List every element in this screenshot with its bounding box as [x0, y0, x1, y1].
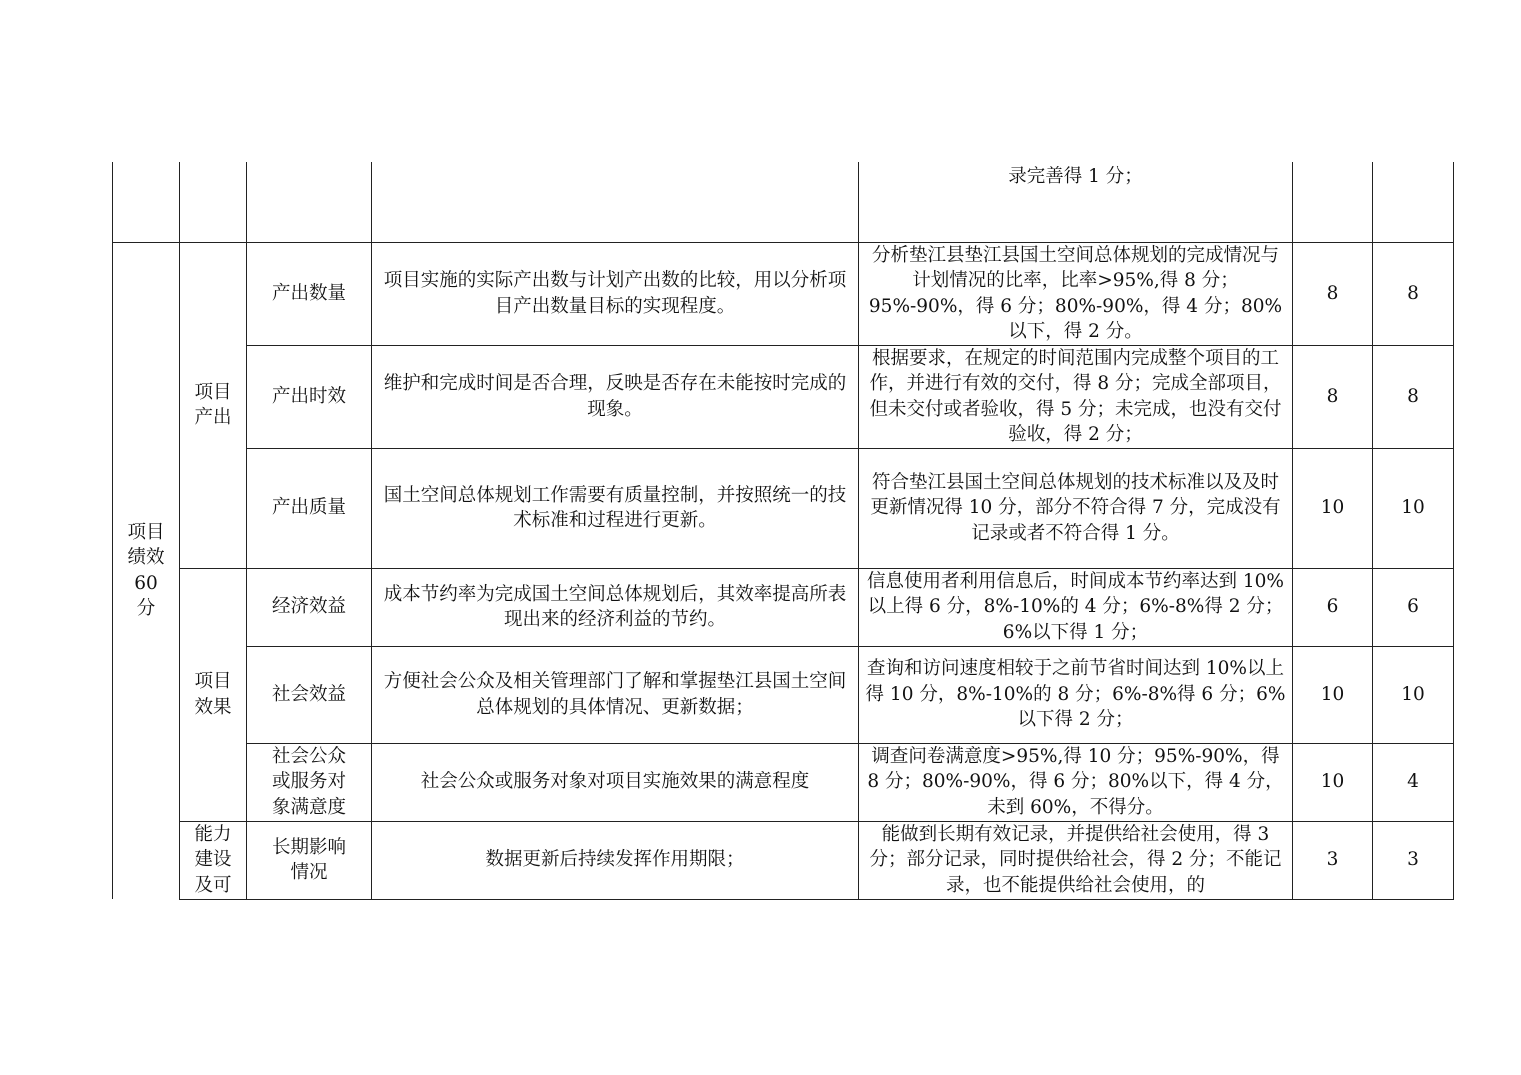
criteria-cell: 查询和访问速度相较于之前节省时间达到 10%以上得 10 分，8%-10%的 8 分；6%-8%得 6 分；6%以下得 2 分；: [859, 646, 1293, 743]
explanation-cell-continued: [372, 162, 859, 242]
score-cell: 10: [1373, 646, 1454, 743]
explanation-cell: 项目实施的实际产出数与计划产出数的比较，用以分析项目产出数量目标的实现程度。: [372, 242, 859, 345]
indicator-cell: 产出数量: [247, 242, 372, 345]
weight-cell: 8: [1293, 345, 1373, 448]
explanation-cell: 维护和完成时间是否合理，反映是否存在未能按时完成的现象。: [372, 345, 859, 448]
score-cell-continued: [1373, 162, 1454, 242]
score-cell: 3: [1373, 821, 1454, 899]
indicator-cell: [247, 743, 372, 821]
level2-indicator-cell: [180, 568, 247, 821]
weight-cell: 10: [1293, 448, 1373, 568]
weight-cell-continued: [1293, 162, 1373, 242]
level2-cell-continued: [180, 162, 247, 242]
score-cell: 10: [1373, 448, 1454, 568]
criteria-cell: 调查问卷满意度>95%,得 10 分；95%-90%，得 8 分；80%-90%，得 6 分；80%以下，得 4 分，未到 60%，不得分。: [859, 743, 1293, 821]
table-row: [113, 448, 1454, 568]
table-row: [113, 646, 1454, 743]
indicator-cell: 产出时效: [247, 345, 372, 448]
criteria-cell: 信息使用者利用信息后，时间成本节约率达到 10%以上得 6 分，8%-10%的 4 分；6%-8%得 2 分；6%以下得 1 分；: [859, 568, 1293, 646]
explanation-cell: 国土空间总体规划工作需要有质量控制，并按照统一的技术标准和过程进行更新。: [372, 448, 859, 568]
level1-cell-continued: [113, 162, 180, 242]
score-cell: 4: [1373, 743, 1454, 821]
level2-indicator-label: 能力建设及可: [194, 823, 232, 896]
criteria-cell: 符合垫江县国土空间总体规划的技术标准以及及时更新情况得 10 分，部分不符合得 7 分，完成没有记录或者不符合得 1 分。: [859, 448, 1293, 568]
indicator-label: 社会公众或服务对象满意度: [271, 745, 346, 818]
level1-indicator-label: 项目绩效 60 分: [127, 521, 165, 620]
explanation-cell: 方便社会公众及相关管理部门了解和掌握垫江县国土空间总体规划的具体情况、更新数据；: [372, 646, 859, 743]
table-row: [113, 345, 1454, 448]
table-row: [113, 242, 1454, 345]
score-cell: 6: [1373, 568, 1454, 646]
criteria-cell: 能做到长期有效记录，并提供给社会使用，得 3 分；部分记录，同时提供给社会，得 2 分；不能记录，也不能提供给社会使用，的: [859, 821, 1293, 899]
performance-table: [112, 162, 1454, 900]
indicator-label: 长期影响情况: [271, 836, 346, 883]
weight-cell: 10: [1293, 646, 1373, 743]
level1-indicator-cell: [113, 242, 180, 899]
weight-cell: 10: [1293, 743, 1373, 821]
score-cell: 8: [1373, 345, 1454, 448]
explanation-cell: 社会公众或服务对象对项目实施效果的满意程度: [372, 743, 859, 821]
indicator-cell: 产出质量: [247, 448, 372, 568]
level2-indicator-cell: [180, 821, 247, 899]
weight-cell: 8: [1293, 242, 1373, 345]
explanation-cell: 成本节约率为完成国土空间总体规划后，其效率提高所表现出来的经济利益的节约。: [372, 568, 859, 646]
indicator-cell: 社会效益: [247, 646, 372, 743]
weight-cell: 6: [1293, 568, 1373, 646]
score-cell: 8: [1373, 242, 1454, 345]
level2-indicator-label: 项目效果: [194, 671, 232, 718]
indicator-cell: [247, 821, 372, 899]
level2-indicator-label: 项目产出: [194, 381, 232, 428]
criteria-cell: 分析垫江县垫江县国土空间总体规划的完成情况与计划情况的比率，比率>95%,得 8 分；95%-90%，得 6 分；80%-90%，得 4 分；80%以下，得 2 分。: [859, 242, 1293, 345]
indicator-cell-continued: [247, 162, 372, 242]
weight-cell: 3: [1293, 821, 1373, 899]
criteria-cell: 根据要求，在规定的时间范围内完成整个项目的工作，并进行有效的交付，得 8 分；完成全部项目，但未交付或者验收，得 5 分；未完成，也没有交付验收，得 2 分；: [859, 345, 1293, 448]
explanation-cell: 数据更新后持续发挥作用期限；: [372, 821, 859, 899]
indicator-cell: 经济效益: [247, 568, 372, 646]
table-row: [113, 743, 1454, 821]
table-row: [113, 162, 1454, 242]
criteria-cell: 录完善得 1 分；: [859, 162, 1293, 242]
level2-indicator-cell: [180, 242, 247, 568]
table-row: [113, 821, 1454, 899]
table-row: [113, 568, 1454, 646]
